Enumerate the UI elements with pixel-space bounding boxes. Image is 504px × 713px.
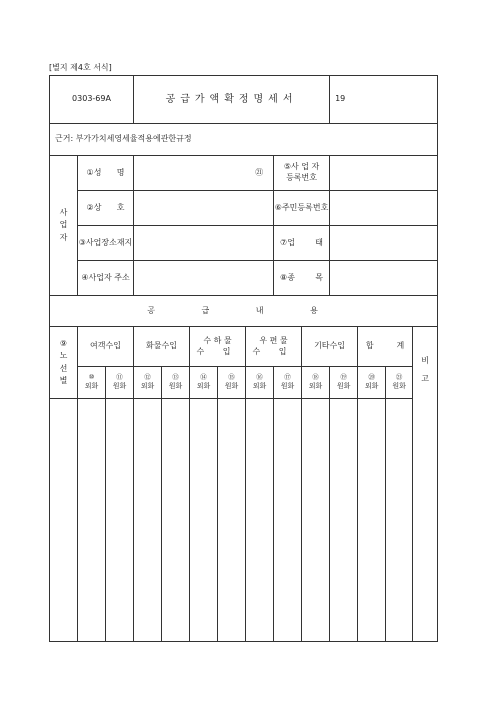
sub-header-cargo-foreign: ⑫ 외화: [134, 367, 162, 399]
supply-content-title: 공 급 내 용: [50, 296, 438, 327]
body-cell[interactable]: [274, 399, 302, 642]
sub-header-baggage-won: ⑮ 원화: [218, 367, 246, 399]
baggage-revenue-header: 수 하 물 수 입: [190, 327, 246, 367]
body-cell[interactable]: [330, 399, 358, 642]
sub-header-baggage-foreign: ⑭ 외화: [190, 367, 218, 399]
address-label: ④사업자 주소: [78, 261, 134, 296]
legal-basis: 근거: 부가가치세영세율적용에관한규정: [50, 124, 438, 156]
total-header: 합 계: [358, 327, 413, 367]
resident-no-label: ⑥주민등록번호: [274, 191, 330, 226]
reg-no-label: ⑤사 업 자 등록번호: [274, 156, 330, 191]
item-label: ⑧종 목: [274, 261, 330, 296]
seal-mark: ㉑: [246, 156, 274, 191]
passenger-revenue-header: 여객수입: [78, 327, 134, 367]
sub-header-other-won: ⑲ 원화: [330, 367, 358, 399]
reg-no-field[interactable]: [330, 156, 438, 191]
body-cell[interactable]: [246, 399, 274, 642]
year-field[interactable]: [330, 76, 438, 124]
year-prefix: 19: [335, 94, 346, 104]
business-type-field[interactable]: [330, 226, 438, 261]
remarks-column[interactable]: 비 고: [413, 327, 438, 642]
name-label: ①성 명: [78, 156, 134, 191]
other-revenue-header: 기타수입: [302, 327, 358, 367]
route-column-header: ⑨ 노 선 별: [50, 327, 78, 399]
trade-name-label: ②상 호: [78, 191, 134, 226]
supply-value-form: [49, 75, 438, 642]
form-code: 0303-69A: [72, 94, 111, 104]
sub-header-mail-foreign: ⑯ 외화: [246, 367, 274, 399]
mail-revenue-header: 우 편 물 수 입: [246, 327, 302, 367]
form-code-cell: [50, 76, 134, 124]
body-cell[interactable]: [134, 399, 162, 642]
body-cell[interactable]: [106, 399, 134, 642]
business-side-label: 사 업 자: [50, 156, 78, 296]
sub-header-total-won: ㉑ 원화: [386, 367, 413, 399]
sub-header-other-foreign: ⑱ 외화: [302, 367, 330, 399]
route-body-cell[interactable]: [50, 399, 78, 642]
form-title: 공급가액확정명세서: [134, 76, 330, 124]
body-cell[interactable]: [162, 399, 190, 642]
body-cell[interactable]: [190, 399, 218, 642]
sub-header-passenger-foreign: ⑩ 외화: [78, 367, 106, 399]
item-field[interactable]: [330, 261, 438, 296]
business-type-label: ⑦업 태: [274, 226, 330, 261]
location-field[interactable]: [134, 226, 274, 261]
sub-header-mail-won: ⑰ 원화: [274, 367, 302, 399]
sub-header-total-foreign: ⑳ 외화: [358, 367, 386, 399]
body-cell[interactable]: [302, 399, 330, 642]
sub-header-passenger-won: ⑪ 원화: [106, 367, 134, 399]
address-field[interactable]: [134, 261, 274, 296]
body-cell[interactable]: [358, 399, 386, 642]
resident-no-field[interactable]: [330, 191, 438, 226]
location-label: ③사업장소재지: [78, 226, 134, 261]
name-field[interactable]: [134, 156, 246, 191]
body-cell[interactable]: [218, 399, 246, 642]
cargo-revenue-header: 화물수입: [134, 327, 190, 367]
body-cell[interactable]: [78, 399, 106, 642]
body-cell[interactable]: [386, 399, 413, 642]
form-number-label: [별지 제4호 서식]: [49, 63, 112, 72]
sub-header-cargo-won: ⑬ 원화: [162, 367, 190, 399]
trade-name-field[interactable]: [134, 191, 274, 226]
